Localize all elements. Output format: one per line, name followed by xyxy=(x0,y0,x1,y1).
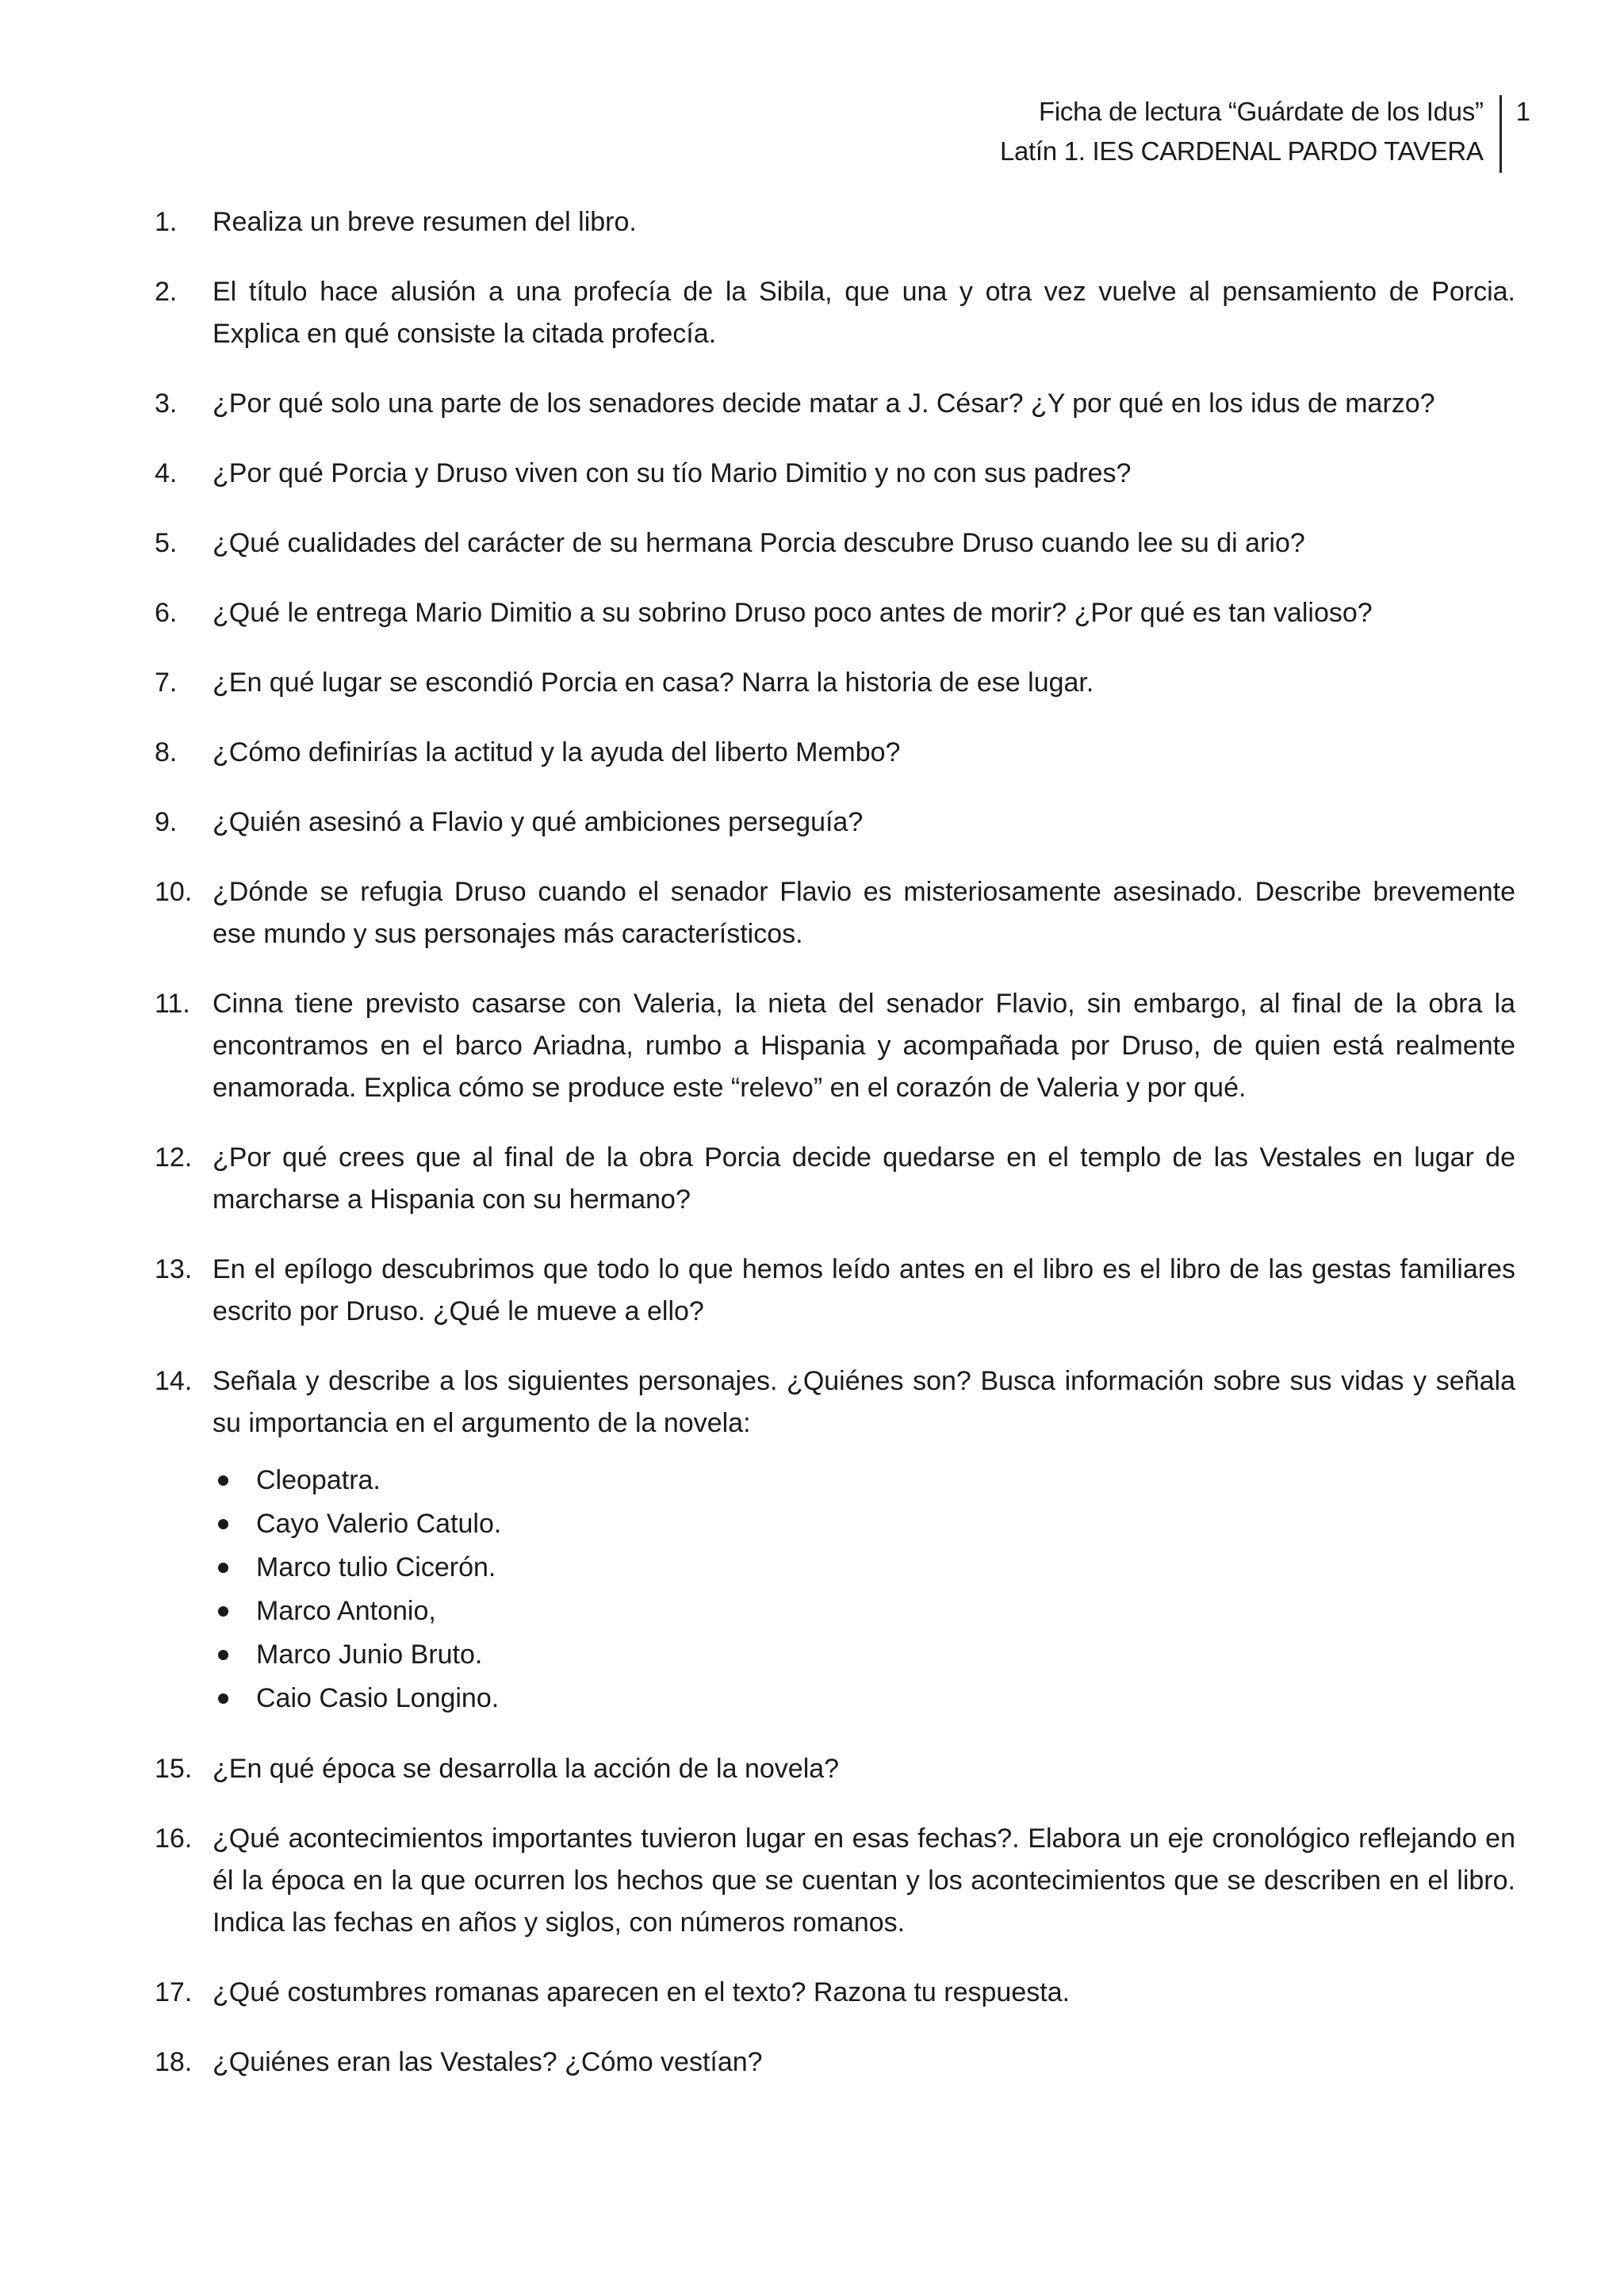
question-item xyxy=(155,522,1515,564)
character-name: Cleopatra. xyxy=(256,1465,381,1495)
question-item xyxy=(155,592,1515,634)
question-text: ¿Por qué solo una parte de los senadores decide matar a J. César? ¿Y por qué en los idus de marzo? xyxy=(213,388,1435,419)
question-number: 1. xyxy=(155,207,178,237)
question-text: El título hace alusión a una profecía de la Sibila, que una y otra vez vuelve al pensamiento de Porcia. Explica en qué consiste la citada profecía. xyxy=(213,277,1515,349)
character-item xyxy=(213,1546,1515,1590)
question-item xyxy=(155,871,1515,955)
question-number: 15. xyxy=(155,1754,193,1784)
question-text: ¿Quiénes eran las Vestales? ¿Cómo vestían? xyxy=(213,2047,763,2077)
question-text: ¿Por qué crees que al final de la obra Porcia decide quedarse en el templo de las Vestales en lugar de marcharse a Hispania con su hermano? xyxy=(213,1142,1515,1215)
question-number: 9. xyxy=(155,807,178,837)
bullet-icon xyxy=(218,1606,228,1617)
question-number: 2. xyxy=(155,277,178,307)
character-name: Cayo Valerio Catulo. xyxy=(256,1509,502,1539)
question-text: ¿Qué acontecimientos importantes tuvieron lugar en esas fechas?. Elabora un eje cronológico reflejando en él la época en la que ocurren los hechos que se cuentan y los acontecimientos que se describen en el libro. Indica las fechas en años y siglos, con números romanos. xyxy=(213,1823,1515,1938)
question-number: 18. xyxy=(155,2047,193,2077)
question-item xyxy=(155,453,1515,495)
bullet-icon xyxy=(218,1693,228,1704)
question-text: Cinna tiene previsto casarse con Valeria, la nieta del senador Flavio, sin embargo, al final de la obra la encontramos en el barco Ariadna, rumbo a Hispania y acompañada por Druso, de quien está realmente enamorada. Explica cómo se produce este “relevo” en el corazón de Valeria y por qué. xyxy=(213,989,1515,1103)
question-number: 13. xyxy=(155,1254,193,1284)
character-name: Marco tulio Cicerón. xyxy=(256,1552,496,1582)
page-header xyxy=(1000,92,1530,173)
question-item xyxy=(155,383,1515,425)
question-number: 7. xyxy=(155,668,178,698)
character-item xyxy=(213,1590,1515,1633)
question-number: 11. xyxy=(155,989,190,1019)
question-text: ¿Por qué Porcia y Druso viven con su tío Mario Dimitio y no con sus padres? xyxy=(213,458,1132,488)
question-text: ¿Qué le entrega Mario Dimitio a su sobrino Druso poco antes de morir? ¿Por qué es tan valioso? xyxy=(213,598,1373,628)
character-item xyxy=(213,1459,1515,1502)
question-text: Señala y describe a los siguientes personajes. ¿Quiénes son? Busca información sobre sus vidas y señala su importancia en el argumento de la novela: xyxy=(213,1366,1515,1438)
character-item xyxy=(213,1677,1515,1720)
bullet-icon xyxy=(218,1563,228,1573)
bullet-icon xyxy=(218,1650,228,1660)
character-item xyxy=(213,1633,1515,1677)
question-item xyxy=(155,1972,1515,2014)
question-item xyxy=(155,1360,1515,1720)
document-subtitle: Latín 1. IES CARDENAL PARDO TAVERA xyxy=(999,136,1484,166)
bullet-icon xyxy=(218,1519,228,1529)
question-item xyxy=(155,983,1515,1109)
question-item xyxy=(155,271,1515,355)
question-number: 3. xyxy=(155,388,178,419)
question-item xyxy=(155,1748,1515,1790)
question-number: 10. xyxy=(155,877,193,907)
question-item xyxy=(155,732,1515,774)
question-text: En el epílogo descubrimos que todo lo que hemos leído antes en el libro es el libro de las gestas familiares escrito por Druso. ¿Qué le mueve a ello? xyxy=(213,1254,1515,1326)
document-title: Ficha de lectura “Guárdate de los Idus” xyxy=(1039,97,1484,126)
question-item xyxy=(155,201,1515,243)
question-text: Realiza un breve resumen del libro. xyxy=(213,207,637,237)
question-number: 16. xyxy=(155,1823,193,1854)
question-list xyxy=(155,201,1515,2111)
question-number: 8. xyxy=(155,737,178,767)
bullet-icon xyxy=(218,1475,228,1486)
question-item xyxy=(155,1249,1515,1333)
question-number: 14. xyxy=(155,1366,193,1396)
character-item xyxy=(213,1502,1515,1546)
question-text: ¿Qué cualidades del carácter de su hermana Porcia descubre Druso cuando lee su di ario? xyxy=(213,528,1305,558)
question-item xyxy=(155,2042,1515,2084)
question-number: 12. xyxy=(155,1142,193,1173)
question-item xyxy=(155,802,1515,844)
header-text xyxy=(1000,92,1500,171)
question-text: ¿Qué costumbres romanas aparecen en el texto? Razona tu respuesta. xyxy=(213,1977,1071,2007)
question-item xyxy=(155,1137,1515,1221)
character-name: Marco Antonio, xyxy=(256,1596,436,1626)
question-text: ¿Dónde se refugia Druso cuando el senador Flavio es misteriosamente asesinado. Describe brevemente ese mundo y sus personajes más característicos. xyxy=(213,877,1515,949)
question-text: ¿Cómo definirías la actitud y la ayuda del liberto Membo? xyxy=(213,737,901,767)
character-list xyxy=(213,1459,1515,1720)
question-number: 4. xyxy=(155,458,178,488)
question-text: ¿Quién asesinó a Flavio y qué ambiciones perseguía? xyxy=(213,807,864,837)
question-number: 5. xyxy=(155,528,178,558)
question-text: ¿En qué lugar se escondió Porcia en casa? Narra la historia de ese lugar. xyxy=(213,668,1094,698)
question-item xyxy=(155,662,1515,704)
character-name: Caio Casio Longino. xyxy=(256,1683,500,1713)
question-text: ¿En qué época se desarrolla la acción de la novela? xyxy=(213,1754,840,1784)
question-item xyxy=(155,1818,1515,1944)
character-name: Marco Junio Bruto. xyxy=(256,1640,483,1670)
question-number: 6. xyxy=(155,598,178,628)
page-number: 1 xyxy=(1515,97,1530,126)
question-number: 17. xyxy=(155,1977,193,2007)
